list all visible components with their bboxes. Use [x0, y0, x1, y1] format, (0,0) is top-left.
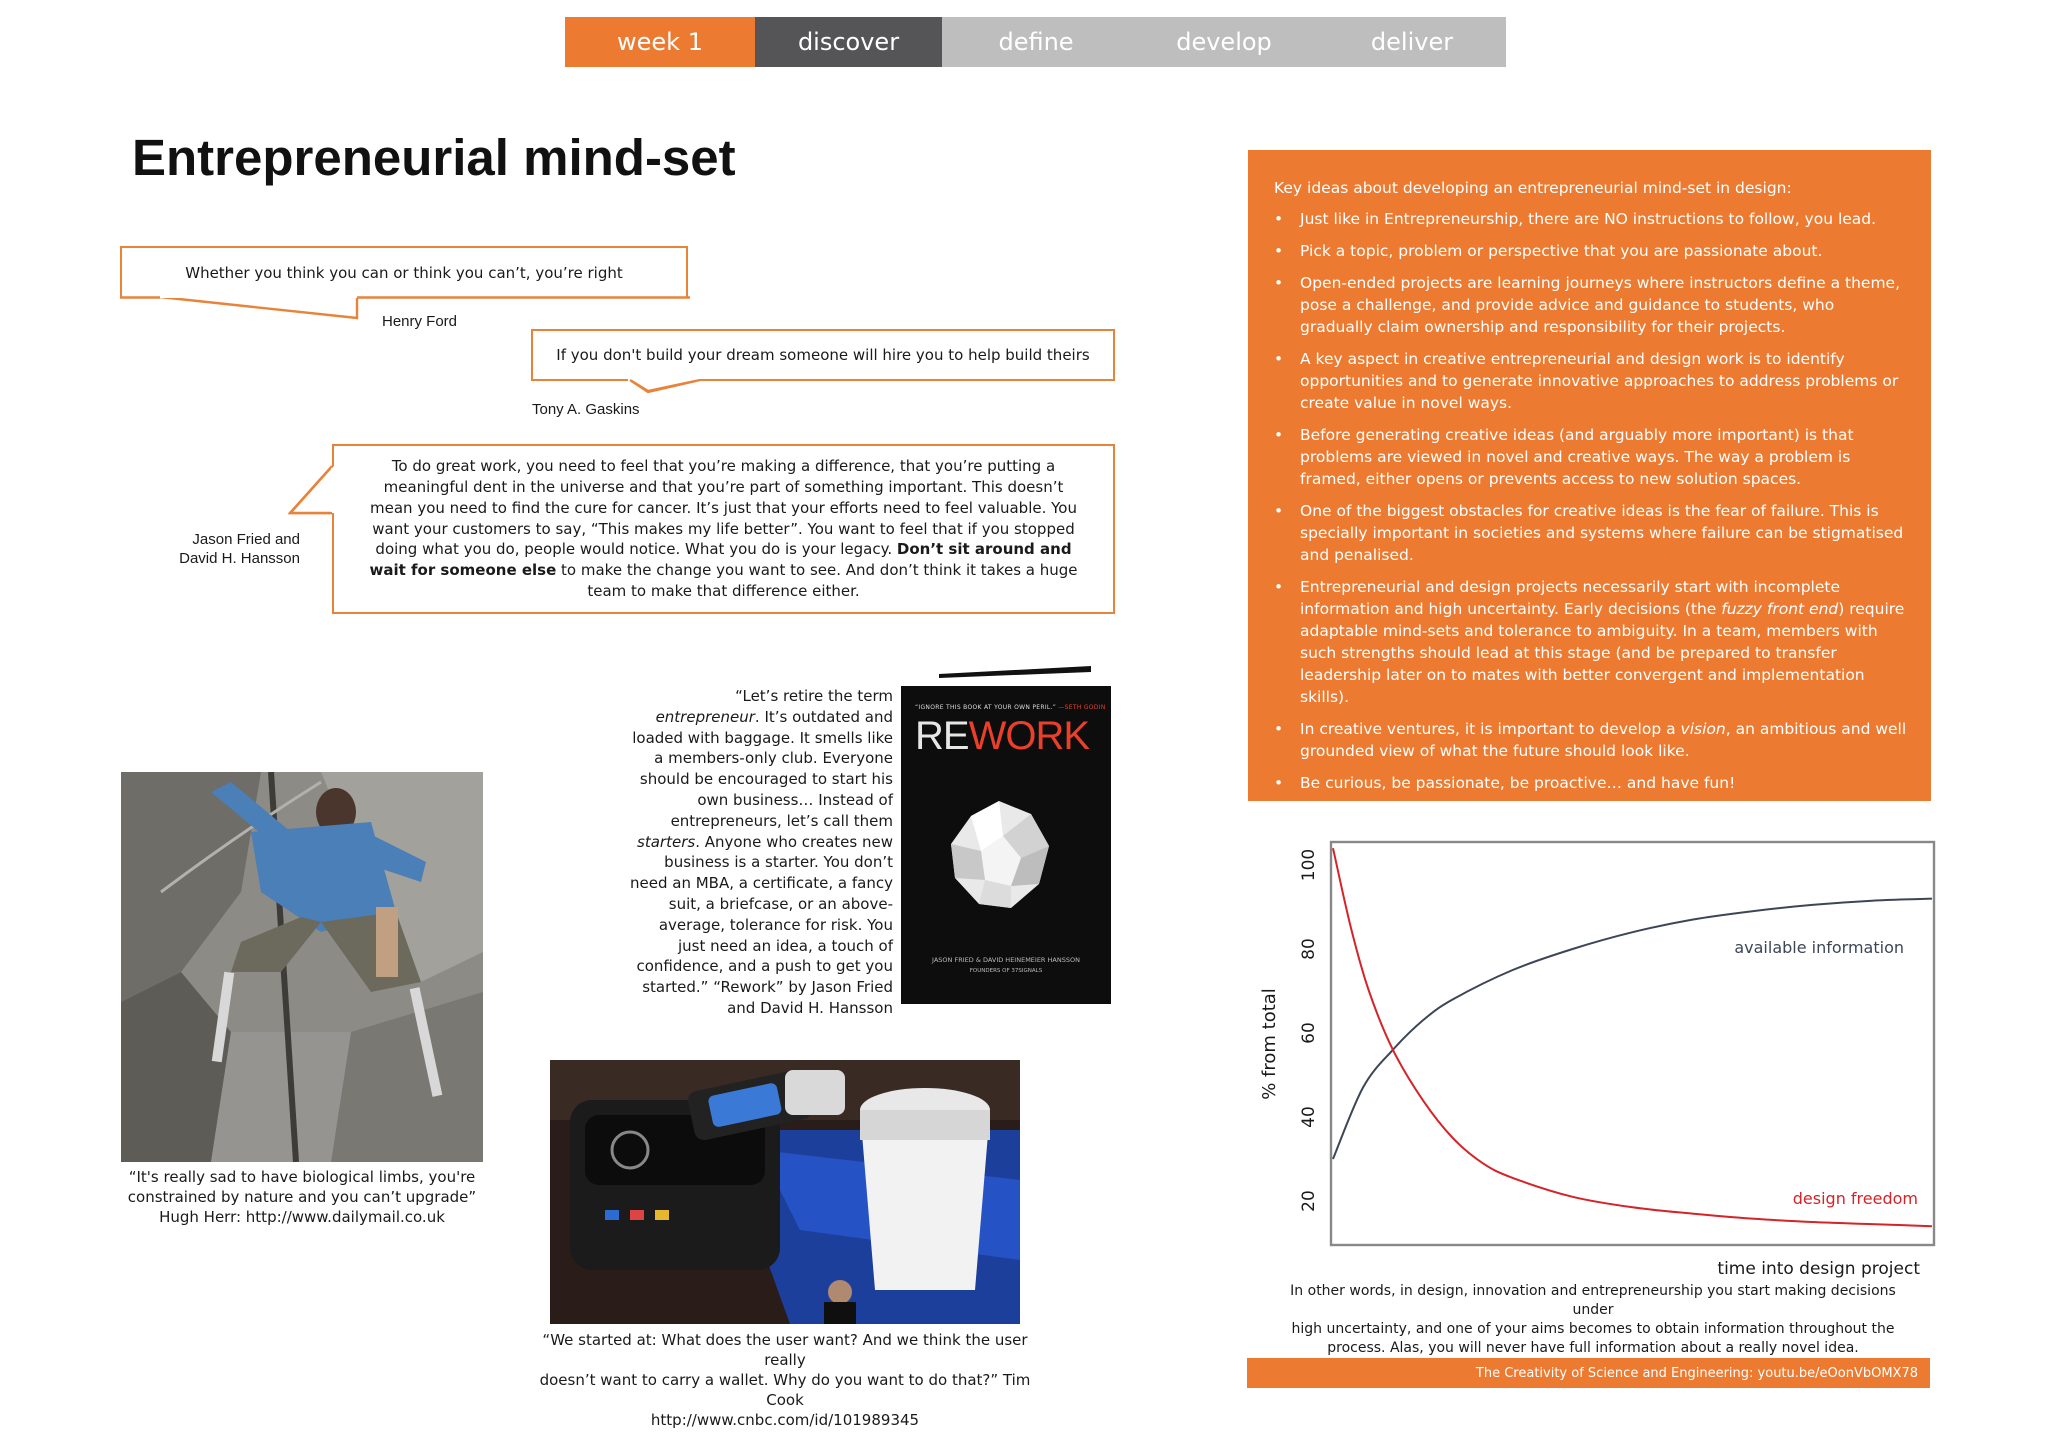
page-title: Entrepreneurial mind-set [132, 129, 736, 186]
climber-photo [121, 772, 483, 1162]
climber-caption: “It's really sad to have biological limbs, you're constrained by nature and you can’t upgrade” Hugh Herr: http://www.dailymail.co.uk [127, 1168, 477, 1226]
key-idea-item: • Just like in Entrepreneurship, there are NO instructions to follow, you lead. [1274, 208, 1907, 230]
key-idea-item: • Pick a topic, problem or perspective that you are passionate about. [1274, 240, 1907, 262]
key-idea-item: • Before generating creative ideas (and arguably more important) is that problems are viewed in novel and creative ways. The way a problem is framed, either opens or prevents access to new solution spaces. [1274, 424, 1907, 490]
book-spine-top [939, 664, 1091, 678]
ford-author: Henry Ford [382, 313, 458, 330]
information-freedom-chart [1240, 836, 1940, 1286]
tab-develop[interactable]: develop [1130, 17, 1318, 67]
y-axis-label: % from total [1259, 988, 1280, 1100]
crumpled-paper-icon [941, 796, 1061, 921]
y-tick-label: 60 [1299, 1022, 1319, 1044]
nav-week-label: week 1 [565, 17, 755, 67]
y-tick-label: 100 [1299, 848, 1319, 882]
series-label-available-information: available information [1734, 938, 1904, 957]
gaskins-author: Tony A. Gaskins [532, 401, 640, 418]
rework-quote-text: “Let’s retire the term entrepreneur. It’s outdated and loaded with baggage. It smells like a members-only club. Everyone should be encouraged to start his own business… Instead of entrepreneurs, let’s call them starters. Anyone who creates new business is a starter. You don’t need an MBA, a certificate, a fancy suit, a briefcase, or an above-average, tolerance for risk. You just need an idea, a touch of confidence, and a push to get you started.” “Rework” by Jason Fried and David H. Hansson [630, 687, 893, 1017]
tab-deliver[interactable]: deliver [1318, 17, 1506, 67]
ford-quote-bubble [120, 246, 688, 298]
y-axis-ticks [1299, 849, 1319, 1212]
climber-image [121, 772, 483, 1162]
chart-caption: In other words, in design, innovation and entrepreneurship you start making decisions under high uncertainty, and one of your aims becomes to obtain information throughout the process. Alas, you will never have full information about a really novel idea. [1290, 1283, 1896, 1356]
tab-discover[interactable]: discover [755, 17, 942, 67]
key-idea-item: • Be curious, be passionate, be proactive… and have fun! [1274, 772, 1907, 794]
apple-pay-caption: “We started at: What does the user want? And we think the user really doesn’t want to carry a wallet. Why do you want to do that?” Tim Cook http://www.cnbc.com/id/101989345 [539, 1331, 1031, 1429]
book-founders: FOUNDERS OF 37SIGNALS [969, 968, 1043, 974]
footer-link-text[interactable]: The Creativity of Science and Engineering: youtu.be/eOonVbOMX78 [1475, 1365, 1918, 1381]
key-ideas-intro: Key ideas about developing an entrepreneurial mind-set in design: [1274, 179, 1792, 197]
apple-pay-photo [550, 1060, 1020, 1324]
key-idea-item: • Entrepreneurial and design projects necessarily start with incomplete information and high uncertainty. Early decisions (the fuzzy front end) require adaptable mind-sets and tolerance to ambiguity. In a team, members with such strengths should lead at this stage (and be prepared to transfer leadership later on to mates with better convergent and implementation skills). [1274, 576, 1907, 708]
y-tick-label: 40 [1299, 1106, 1319, 1128]
gaskins-quote-text: If you don't build your dream someone will hire you to help build theirs [556, 346, 1090, 364]
phase-nav [565, 17, 1506, 67]
key-idea-item: • One of the biggest obstacles for creative ideas is the fear of failure. This is specially important in societies and systems where failure can be stigmatised and penalised. [1274, 500, 1907, 566]
x-axis-label: time into design project [1717, 1259, 1920, 1279]
ford-bubble-bottom-edge [118, 296, 692, 302]
key-idea-item: • Open-ended projects are learning journeys where instructors define a theme, pose a challenge, and provide advice and guidance to students, who gradually claim ownership and responsibility for their projects. [1274, 272, 1907, 338]
footer-link-bar[interactable] [1247, 1358, 1930, 1388]
gaskins-bubble-tail [620, 377, 720, 397]
gaskins-quote-bubble [531, 329, 1115, 381]
key-idea-item: • In creative ventures, it is important to develop a vision, an ambitious and well grounded view of what the future should look like. [1274, 718, 1907, 762]
book-title: REWORK [915, 714, 1090, 758]
y-tick-label: 80 [1299, 938, 1319, 960]
book-authors: JASON FRIED & DAVID HEINEMEIER HANSSON [932, 956, 1080, 964]
fried-author: Jason Fried and David H. Hansson [179, 531, 300, 567]
series-label-design-freedom: design freedom [1792, 1189, 1918, 1208]
key-idea-item: • A key aspect in creative entrepreneurial and design work is to identify opportunities and to generate innovative approaches to address problems or create value in novel ways. [1274, 348, 1907, 414]
fried-quote-bubble [332, 444, 1115, 614]
key-ideas-list [1274, 208, 1907, 794]
apple-pay-image [550, 1060, 1020, 1324]
tab-define[interactable]: define [942, 17, 1130, 67]
fried-quote-text: To do great work, you need to feel that you’re making a difference, that you’re putting a meaningful dent in the universe and that you’re part of something important. This doesn’t mean you need to find the cure for cancer. It’s just that your efforts need to feel valuable. You want your customers to say, “This makes my life better”. You want to feel that if you stopped doing what you do, people would notice. What you do is your legacy. Don’t sit around and wait for someone else to make the change you want to see. And don’t think it takes a huge team to make that difference either. [369, 457, 1078, 600]
key-ideas-panel [1248, 150, 1931, 801]
ford-quote-text: Whether you think you can or think you can’t, you’re right [185, 264, 623, 282]
fried-bubble-tail [288, 464, 338, 520]
rework-book-cover: “IGNORE THIS BOOK AT YOUR OWN PERIL.” —SETH GODIN REWORK JASON FRIED & DAVID HEINEMEIER HANSSON FOUNDERS OF 37SIGNALS [901, 686, 1111, 1004]
y-tick-label: 20 [1299, 1190, 1319, 1212]
